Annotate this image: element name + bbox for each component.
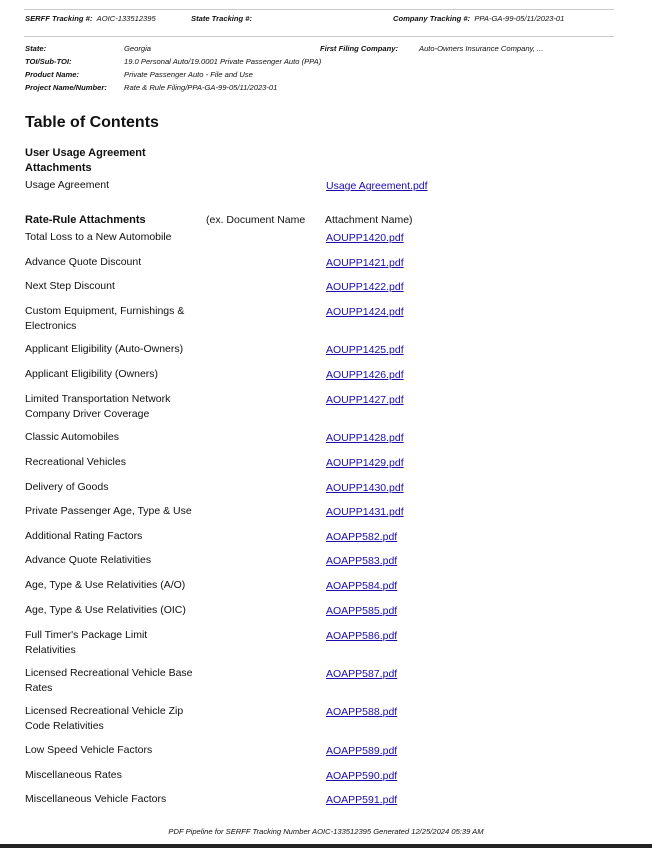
meta-product-label: Product Name: — [25, 70, 80, 79]
list-item-name: Classic Automobiles — [25, 431, 119, 443]
attachment-link[interactable]: AOUPP1420.pdf — [326, 232, 404, 244]
company-tracking — [393, 14, 564, 23]
attachment-link[interactable]: AOAPP583.pdf — [326, 555, 398, 567]
column-doc-name-header: (ex. Document Name — [206, 214, 306, 226]
user-usage-heading — [25, 146, 146, 176]
company-tracking-value: PPA-GA-99-05/11/2023-01 — [474, 14, 565, 23]
attachment-link[interactable]: AOUPP1430.pdf — [326, 482, 404, 494]
page-footer: PDF Pipeline for SERFF Tracking Number AOIC-133512395 Generated 12/25/2024 05:39 AM — [168, 827, 484, 836]
attachment-link[interactable]: AOAPP591.pdf — [326, 794, 398, 806]
usage-agreement-link[interactable]: Usage Agreement.pdf — [326, 180, 428, 192]
attachment-link[interactable]: AOUPP1431.pdf — [326, 506, 404, 518]
meta-product-value: Private Passenger Auto - File and Use — [124, 70, 253, 79]
user-usage-heading-line-1: User Usage Agreement — [25, 147, 146, 159]
meta-toi-label: TOI/Sub-TOI: — [25, 57, 72, 66]
page-title: Table of Contents — [25, 114, 159, 131]
list-item-name: Licensed Recreational Vehicle Base Rates — [25, 667, 193, 694]
list-item-name: Age, Type & Use Relativities (A/O) — [25, 579, 186, 591]
user-usage-heading-line-2: Attachments — [25, 162, 92, 174]
meta-project-label: Project Name/Number: — [25, 83, 107, 92]
list-item-name: Additional Rating Factors — [25, 530, 143, 542]
attachment-link[interactable]: AOAPP585.pdf — [326, 605, 398, 617]
meta-state-value: Georgia — [124, 44, 152, 53]
list-item-name: Licensed Recreational Vehicle Zip Code Relativities — [25, 705, 184, 732]
list-item-name: Custom Equipment, Furnishings & Electronics — [25, 305, 185, 332]
bottom-border — [0, 844, 652, 848]
attachment-link[interactable]: AOUPP1422.pdf — [326, 281, 404, 293]
column-attachment-name-header: Attachment Name) — [325, 214, 413, 226]
attachment-link[interactable]: AOUPP1426.pdf — [326, 369, 404, 381]
meta-first-filing — [320, 44, 544, 53]
list-item-name: Applicant Eligibility (Auto-Owners) — [25, 343, 184, 355]
rate-rule-heading: Rate-Rule Attachments — [25, 214, 146, 226]
list-item-name: Advance Quote Discount — [25, 256, 142, 268]
meta-first-filing-label: First Filing Company: — [320, 44, 399, 53]
attachment-link[interactable]: AOAPP584.pdf — [326, 580, 398, 592]
list-item-name: Delivery of Goods — [25, 481, 109, 493]
meta-project-value: Rate & Rule Filing/PPA-GA-99-05/11/2023-01 — [124, 83, 278, 92]
usage-agreement-name: Usage Agreement — [25, 179, 110, 191]
header-divider — [24, 36, 614, 37]
attachment-link[interactable]: AOAPP589.pdf — [326, 745, 398, 757]
serff-tracking — [25, 14, 156, 23]
list-item-name: Private Passenger Age, Type & Use — [25, 505, 192, 517]
list-item-name: Age, Type & Use Relativities (OIC) — [25, 604, 186, 616]
attachment-link[interactable]: AOAPP587.pdf — [326, 668, 398, 680]
attachment-link[interactable]: AOUPP1424.pdf — [326, 306, 404, 318]
attachment-link[interactable]: AOUPP1425.pdf — [326, 344, 404, 356]
attachment-link[interactable]: AOAPP590.pdf — [326, 770, 398, 782]
attachment-link[interactable]: AOAPP582.pdf — [326, 531, 398, 543]
meta-toi-value: 19.0 Personal Auto/19.0001 Private Passenger Auto (PPA) — [124, 57, 322, 66]
list-item-name: Advance Quote Relativities — [25, 554, 152, 566]
serff-tracking-value: AOIC-133512395 — [96, 14, 156, 23]
list-item-name: Miscellaneous Rates — [25, 769, 122, 781]
list-item-name: Recreational Vehicles — [25, 456, 126, 468]
state-tracking-label: State Tracking #: — [191, 14, 253, 23]
list-item-name: Next Step Discount — [25, 280, 115, 292]
list-item-name: Low Speed Vehicle Factors — [25, 744, 153, 756]
attachment-link[interactable]: AOUPP1428.pdf — [326, 432, 404, 444]
attachment-link[interactable]: AOUPP1429.pdf — [326, 457, 404, 469]
meta-first-filing-value: Auto-Owners Insurance Company, ... — [419, 44, 544, 53]
attachment-link[interactable]: AOAPP588.pdf — [326, 706, 398, 718]
list-item-name: Limited Transportation Network Company Driver Coverage — [25, 393, 171, 420]
company-tracking-label: Company Tracking #: — [393, 14, 471, 23]
list-item-name: Full Timer's Package Limit Relativities — [25, 629, 148, 656]
list-item-name: Miscellaneous Vehicle Factors — [25, 793, 167, 805]
meta-state-label: State: — [25, 44, 47, 53]
attachment-link[interactable]: AOUPP1421.pdf — [326, 257, 404, 269]
state-tracking — [191, 14, 256, 23]
attachment-link[interactable]: AOUPP1427.pdf — [326, 394, 404, 406]
attachment-link[interactable]: AOAPP586.pdf — [326, 630, 398, 642]
top-divider — [24, 9, 614, 10]
list-item-name: Applicant Eligibility (Owners) — [25, 368, 159, 380]
serff-tracking-label: SERFF Tracking #: — [25, 14, 93, 23]
list-item-name: Total Loss to a New Automobile — [25, 231, 172, 243]
